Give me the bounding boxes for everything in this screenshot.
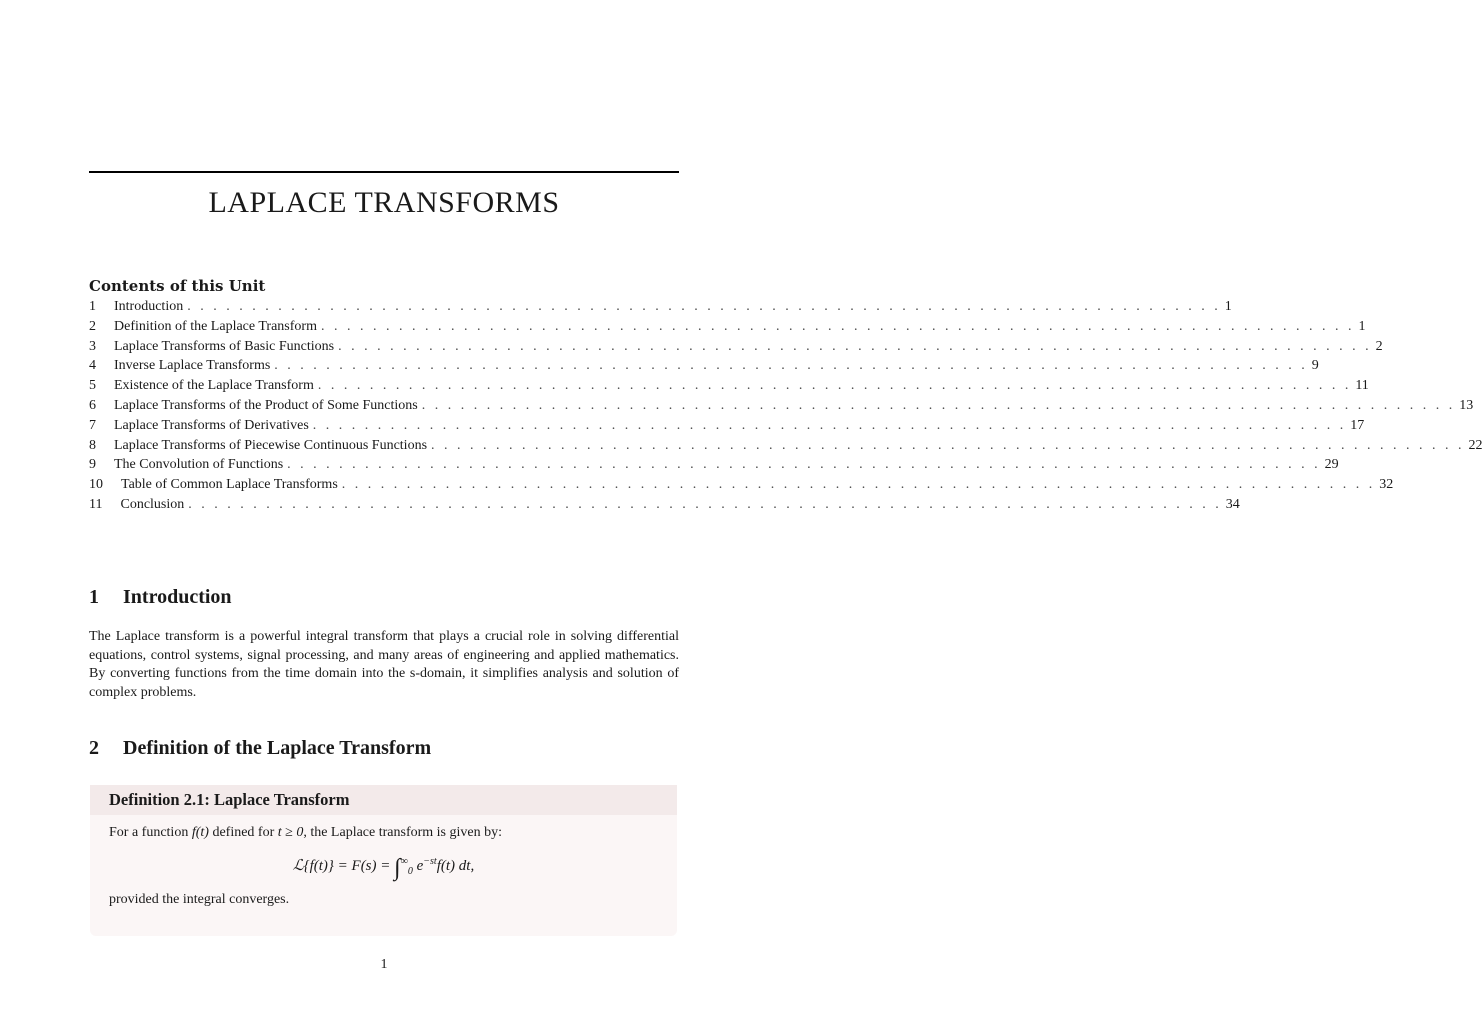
integrand-base: e	[416, 858, 424, 874]
toc-entry-page: 2	[1375, 338, 1383, 354]
toc-dot-leader: . . . . . . . . . . . . . . . . . . . . . . . . . . . . . . . . . . . . . . . . . . . . . . . . . . . . . . . . . . . . . . . . . . . . . . . . . . . . . . . .	[338, 338, 1372, 354]
formula-lhs: ℒ{f(t)} = F(s) =	[292, 858, 391, 874]
toc-entry-number: 8	[89, 437, 96, 453]
toc-dot-leader: . . . . . . . . . . . . . . . . . . . . . . . . . . . . . . . . . . . . . . . . . . . . . . . . . . . . . . . . . . . . . . . . . . . . . . . . . . . . . . . .	[320, 318, 1355, 334]
toc-entry-number: 7	[89, 417, 96, 433]
toc-entry-page: 9	[1311, 358, 1319, 374]
toc-entry[interactable]	[89, 475, 1394, 495]
definition-closing: provided the integral converges.	[109, 892, 290, 907]
toc-entry-number: 6	[89, 397, 96, 413]
toc-entry-title[interactable]: Laplace Transforms of Piecewise Continuous Functions	[114, 437, 428, 453]
toc-entry[interactable]	[89, 495, 1240, 515]
toc-entry-title[interactable]: Definition of the Laplace Transform	[114, 318, 317, 334]
toc-entry[interactable]	[89, 337, 1383, 357]
toc-entry-title[interactable]: Inverse Laplace Transforms	[114, 358, 271, 374]
toc-entry-page: 13	[1459, 397, 1474, 413]
toc-entry[interactable]	[89, 416, 1365, 436]
toc-entry-page: 11	[1355, 378, 1369, 394]
toc-entry[interactable]	[89, 317, 1366, 337]
toc-entry-title[interactable]: Laplace Transforms of Basic Functions	[114, 338, 335, 354]
toc-entry-title[interactable]: Laplace Transforms of Derivatives	[114, 417, 309, 433]
toc-entry[interactable]	[89, 436, 1483, 456]
toc-dot-leader: . . . . . . . . . . . . . . . . . . . . . . . . . . . . . . . . . . . . . . . . . . . . . . . . . . . . . . . . . . . . . . . . . . . . . . . . . . . . . . . .	[312, 417, 1347, 433]
toc-entry-title[interactable]: Introduction	[114, 299, 184, 314]
toc-entry[interactable]	[89, 396, 1474, 416]
toc-entry-page: 34	[1225, 496, 1240, 512]
toc-entry-number: 5	[89, 378, 96, 394]
toc-entry-title[interactable]: Conclusion	[120, 496, 185, 512]
toc-entry-page: 17	[1350, 417, 1365, 433]
section-heading-introduction	[89, 586, 232, 609]
integrand-exponent: −st	[423, 856, 437, 867]
toc-heading: Contents of this Unit	[89, 277, 266, 295]
toc-entry-number: 10	[89, 477, 103, 493]
definition-text: defined for	[208, 825, 278, 840]
toc-entry-title[interactable]: Table of Common Laplace Transforms	[121, 477, 338, 493]
toc-dot-leader: . . . . . . . . . . . . . . . . . . . . . . . . . . . . . . . . . . . . . . . . . . . . . . . . . . . . . . . . . . . . . . . . . . . . . . . . . . . . . . . .	[188, 496, 1222, 512]
toc-entry-page: 1	[1358, 318, 1366, 334]
toc-entry[interactable]	[89, 297, 1232, 317]
section-number: 1	[89, 586, 99, 608]
toc-entry-title[interactable]: The Convolution of Functions	[114, 457, 284, 473]
toc-entry-title[interactable]: Laplace Transforms of the Product of Some Functions	[114, 397, 418, 413]
math-condition: t ≥ 0	[277, 825, 304, 840]
page-number: 1	[380, 957, 388, 972]
toc-dot-leader: . . . . . . . . . . . . . . . . . . . . . . . . . . . . . . . . . . . . . . . . . . . . . . . . . . . . . . . . . . . . . . . . . . . . . . . . . . . . . . . .	[274, 358, 1308, 374]
toc-dot-leader: . . . . . . . . . . . . . . . . . . . . . . . . . . . . . . . . . . . . . . . . . . . . . . . . . . . . . . . . . . . . . . . . . . . . . . . . . . . . . . . .	[431, 437, 1465, 453]
math-function: f(t)	[191, 825, 209, 840]
definition-text: For a function	[109, 825, 192, 840]
section-title: Definition of the Laplace Transform	[123, 737, 432, 759]
toc-dot-leader: . . . . . . . . . . . . . . . . . . . . . . . . . . . . . . . . . . . . . . . . . . . . . . . . . . . . . . . . . . . . . . . . . . . . . . . . . . . . . . . .	[317, 378, 1352, 394]
definition-text: , the Laplace transform is given by:	[303, 825, 502, 840]
toc-entry-number: 11	[89, 496, 103, 512]
section-number: 2	[89, 737, 99, 759]
toc-entry-page: 32	[1379, 477, 1394, 493]
toc-entry-number: 2	[89, 318, 96, 334]
toc-dot-leader: . . . . . . . . . . . . . . . . . . . . . . . . . . . . . . . . . . . . . . . . . . . . . . . . . . . . . . . . . . . . . . . . . . . . . . . . . . . . . . . .	[341, 477, 1376, 493]
toc-entry[interactable]	[89, 356, 1319, 376]
table-of-contents	[89, 297, 1483, 515]
intro-paragraph: The Laplace transform is a powerful integral transform that plays a crucial role in solving differential equations, control systems, signal processing, and many areas of engineering and applied mathematics. By converting functions from the time domain into the s-domain, it simplifies analysis and solution of complex problems.	[89, 629, 679, 701]
toc-entry-number: 1	[89, 299, 96, 314]
section-heading-definition	[89, 737, 431, 760]
section-title: Introduction	[123, 586, 232, 608]
toc-entry-page: 29	[1324, 457, 1339, 473]
toc-entry-page: 1	[1224, 299, 1232, 314]
definition-heading: Definition 2.1: Laplace Transform	[90, 785, 677, 815]
toc-dot-leader: . . . . . . . . . . . . . . . . . . . . . . . . . . . . . . . . . . . . . . . . . . . . . . . . . . . . . . . . . . . . . . . . . . . . . . . . . . . . . . . .	[187, 299, 1221, 314]
toc-entry-number: 3	[89, 338, 96, 354]
toc-entry-title[interactable]: Existence of the Laplace Transform	[114, 378, 314, 394]
laplace-formula	[109, 855, 658, 882]
upper-limit: ∞	[400, 856, 408, 867]
definition-body	[90, 815, 677, 916]
toc-entry-number: 4	[89, 358, 96, 374]
lower-limit: 0	[407, 866, 413, 877]
toc-entry[interactable]	[89, 455, 1339, 475]
toc-entry-page: 22	[1468, 437, 1483, 453]
integral-sign: ∫	[394, 855, 401, 881]
integrand-rest: f(t) dt,	[436, 858, 475, 874]
definition-statement	[109, 825, 658, 841]
definition-box	[90, 785, 677, 936]
toc-dot-leader: . . . . . . . . . . . . . . . . . . . . . . . . . . . . . . . . . . . . . . . . . . . . . . . . . . . . . . . . . . . . . . . . . . . . . . . . . . . . . . . .	[421, 397, 1456, 413]
toc-entry-number: 9	[89, 457, 96, 473]
title-rule	[89, 171, 679, 173]
toc-dot-leader: . . . . . . . . . . . . . . . . . . . . . . . . . . . . . . . . . . . . . . . . . . . . . . . . . . . . . . . . . . . . . . . . . . . . . . . . . . . . . . . .	[287, 457, 1321, 473]
document-title: LAPLACE TRANSFORMS	[208, 186, 560, 219]
toc-entry[interactable]	[89, 376, 1369, 396]
